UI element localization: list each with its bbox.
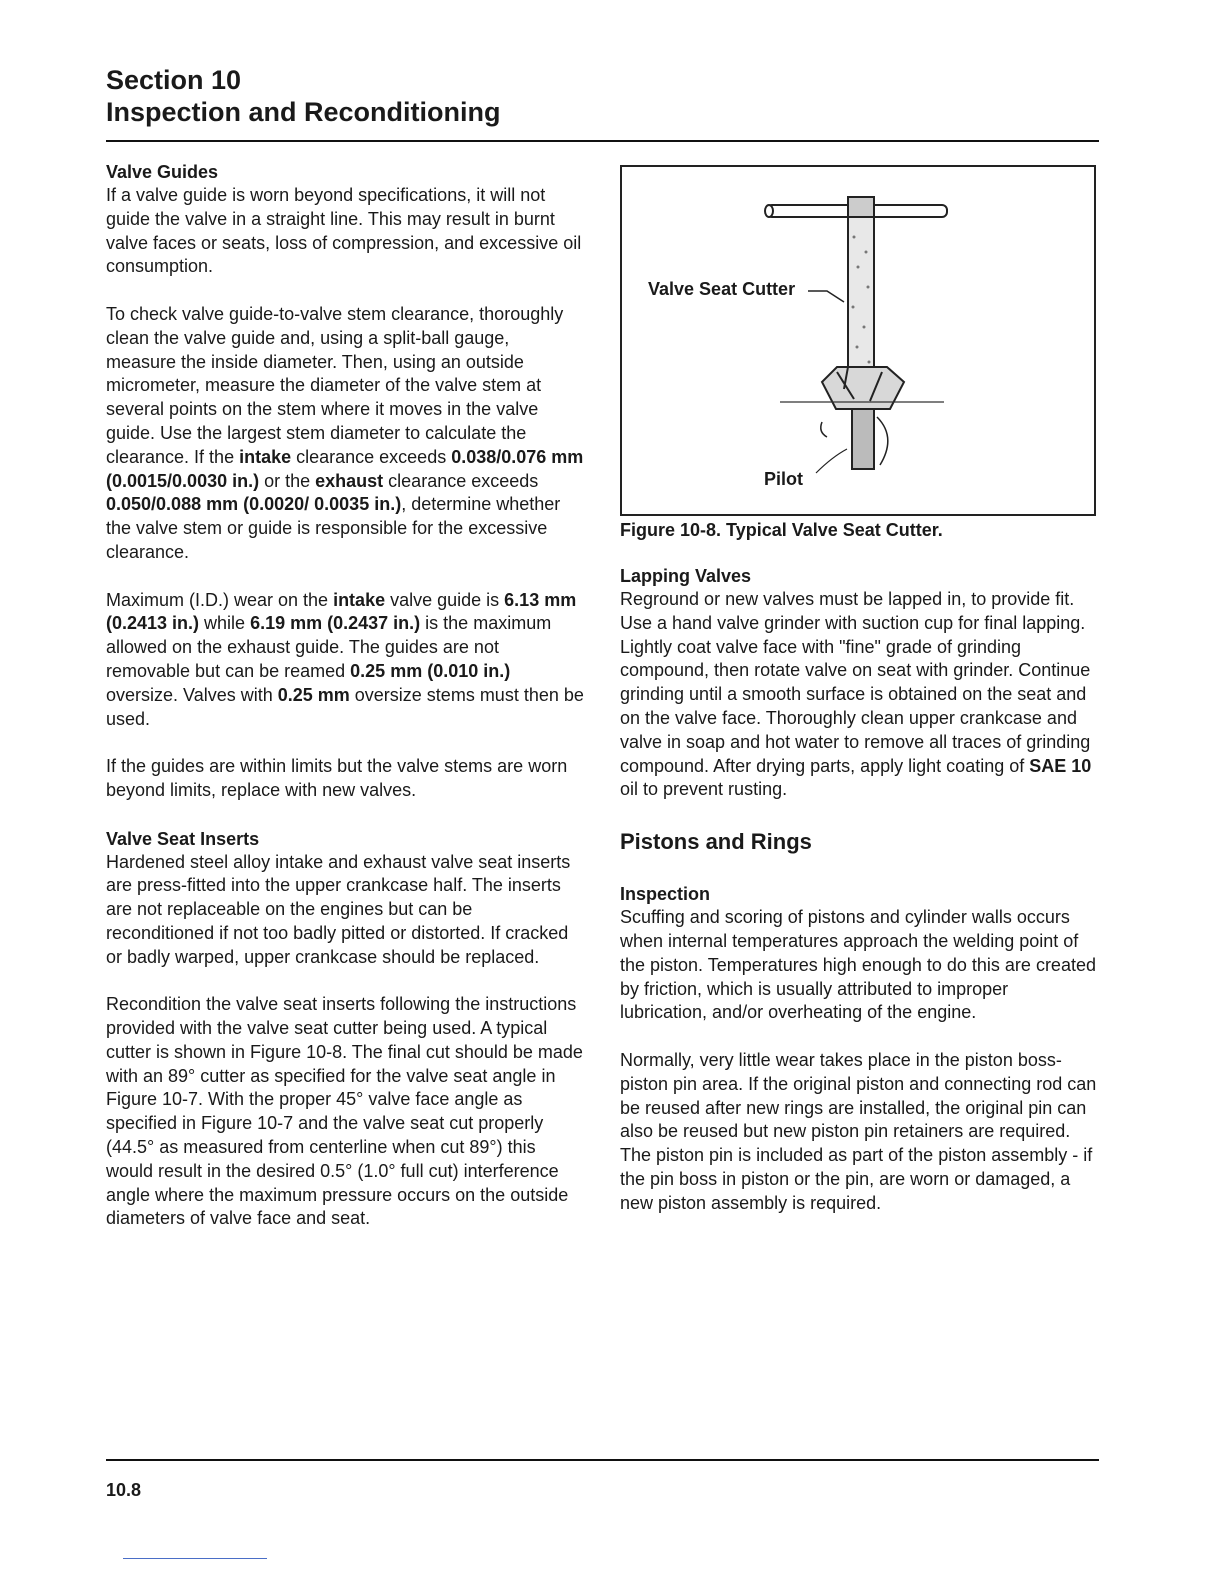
bold-text: intake: [333, 589, 386, 610]
bold-text: SAE 10: [1029, 755, 1092, 776]
text-run: oversize stems must then be used.: [106, 684, 584, 729]
text-run: To check valve guide-to-valve stem clearance, thoroughly clean the valve guide and, using a split-ball gauge, measure the inside diameter. Then, using an outside micrometer, measure the diameter of the valve stem at several points on the stem where it moves in the valve guide. Use the largest stem diameter to calculate the clearance. If the: [106, 303, 564, 467]
section-label: Section 10: [106, 65, 242, 95]
bold-text: exhaust: [315, 470, 384, 491]
handle-end-left: [765, 205, 773, 217]
text-run: Maximum (I.D.) wear on the: [106, 589, 334, 610]
cutter-shaft: [848, 197, 874, 377]
pilot-outline: [877, 417, 888, 465]
valve-seat-inserts-heading: Valve Seat Inserts: [106, 828, 260, 849]
text-run: clearance exceeds: [291, 446, 452, 467]
cutter-leader-line: [808, 291, 844, 302]
pilot-stem: [852, 409, 874, 469]
section-title: Inspection and Reconditioning: [106, 97, 501, 127]
bold-text: 6.19 mm (0.2437 in.): [250, 613, 421, 634]
cutter-label: Valve Seat Cutter: [648, 279, 796, 299]
inspection-heading: Inspection: [620, 884, 711, 905]
text-run: oversize. Valves with: [106, 684, 278, 705]
shaft-cap: [848, 197, 874, 217]
text-run: is the maximum allowed on the exhaust guide. The guides are not removable but can be reamed: [106, 613, 552, 681]
text-run: , determine whether the valve stem or guide is responsible for the excessive clearance.: [106, 494, 561, 562]
seat-edge: [821, 422, 827, 437]
text-run: oil to prevent rusting.: [620, 779, 788, 800]
bold-text: 0.25 mm: [277, 684, 350, 705]
pistons-and-rings-heading: Pistons and Rings: [620, 829, 812, 855]
figure-frame: [620, 165, 1096, 516]
bold-text: 0.038/0.076 mm (0.0015/0.0030 in.): [106, 446, 584, 491]
bold-text: 0.25 mm (0.010 in.): [350, 660, 511, 681]
valve-guides-paragraph-1: If a valve guide is worn beyond specifications, it will not guide the valve in a straight line. This may result in burnt valve faces or seats, loss of compression, and excessive oil consumption.: [106, 185, 582, 277]
right-column: [620, 564, 1100, 1239]
bottom-link-underline: [123, 1558, 267, 1559]
bold-text: 0.050/0.088 mm (0.0020/ 0.0035 in.): [106, 494, 402, 515]
inspection-paragraph-2: Normally, very little wear takes place in the piston boss-piston pin area. If the original piston and connecting rod can be reused after new rings are installed, the original pin can also be reused but new piston pin retainers are required. The piston pin is included as part of the piston assembly - if the pin boss in piston or the pin, are worn or damaged, a new piston assembly is required.: [620, 1049, 1097, 1213]
text-run: valve guide is: [385, 589, 505, 610]
page-number: 10.8: [106, 1480, 142, 1500]
pilot-leader-line: [816, 449, 847, 473]
pilot-label: Pilot: [764, 469, 803, 489]
valve-guides-heading: Valve Guides: [106, 162, 219, 182]
text-run: while: [199, 613, 251, 634]
valve-guides-paragraph-4: If the guides are within limits but the valve stems are worn beyond limits, replace with new valves.: [106, 756, 568, 800]
lapping-valves-heading: Lapping Valves: [620, 566, 752, 586]
footer-rule: [106, 1459, 1099, 1461]
bold-text: 6.13 mm (0.2413 in.): [106, 589, 577, 634]
valve-guides-paragraph-3: [106, 589, 584, 732]
inspection-paragraph-1: Scuffing and scoring of pistons and cylinder walls occurs when internal temperatures approach the welding point of the piston. Temperatures high enough to do this are created by friction, which is usually attributed to improper lubrication, and/or overheating of the engine.: [620, 907, 1096, 1023]
section-header: [106, 64, 501, 128]
text-run: or the: [259, 470, 316, 491]
header-rule: [106, 140, 1099, 142]
figure-caption: Figure 10-8. Typical Valve Seat Cutter.: [620, 520, 943, 540]
left-column: [106, 160, 584, 1255]
cutter-head: [822, 367, 904, 409]
bold-text: intake: [239, 446, 292, 467]
valve-seat-cutter-illustration: [622, 167, 1094, 514]
valve-seat-inserts-paragraph-1: Hardened steel alloy intake and exhaust valve seat inserts are press-fitted into the upper crankcase half. The inserts are not replaceable on the engines but can be reconditioned if not too badly pitted or distorted. If cracked or badly warped, upper crankcase should be replaced.: [106, 851, 571, 967]
valve-seat-inserts-paragraph-2: Recondition the valve seat inserts following the instructions provided with the valve seat cutter being used. A typical cutter is shown in Figure 10-8. The final cut should be made with an 89° cutter as specified for the valve seat angle in Figure 10-7. With the proper 45° valve face angle as specified in Figure 10-7 and the valve seat cut properly (44.5° as measured from centerline when cut 89°) this would result in the desired 0.5° (1.0° full cut) interference angle where the maximum pressure occurs on the outside diameters of valve face and seat.: [106, 994, 583, 1229]
valve-guides-paragraph-2: [106, 303, 584, 565]
lapping-valves-paragraph: [620, 588, 1100, 802]
text-run: Reground or new valves must be lapped in, to provide fit. Use a hand valve grinder with suction cup for final lapping. Lightly coat valve face with "fine" grade of grinding compound, then rotate valve on seat with grinder. Continue grinding until a smooth surface is obtained on the seat and on the valve face. Thoroughly clean upper crankcase and valve in soap and hot water to remove all traces of grinding compound. After drying parts, apply light coating of: [620, 589, 1091, 776]
text-run: clearance exceeds: [383, 470, 539, 491]
